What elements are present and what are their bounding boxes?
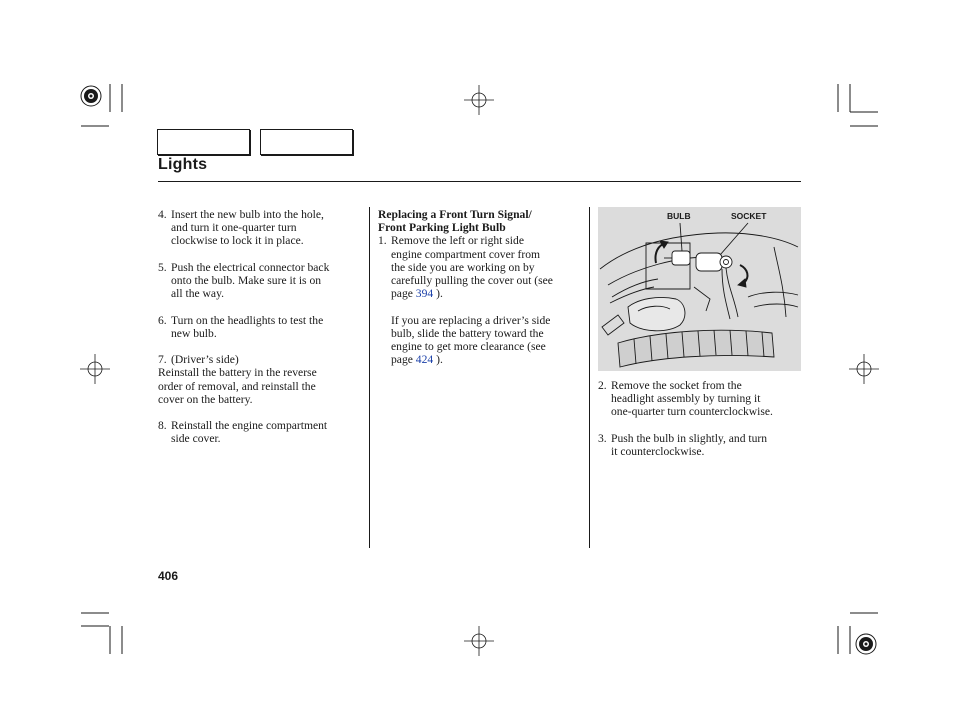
page-ref-suffix: ). xyxy=(433,287,443,301)
step-1 xyxy=(378,234,583,300)
text-line: Remove the left or right side xyxy=(391,234,524,248)
text-line: Turn on the headlights to test the xyxy=(171,313,324,327)
text-line: Push the bulb in slightly, and turn xyxy=(611,431,768,445)
step-2 xyxy=(598,379,803,419)
text-line xyxy=(391,287,583,300)
left-column xyxy=(158,208,363,459)
text-line: (Driver’s side) xyxy=(171,353,239,367)
page-ref-suffix: ). xyxy=(433,353,443,367)
figure-label-bulb: BULB xyxy=(667,211,691,221)
header-tab-2[interactable] xyxy=(260,129,353,155)
engine-drawing xyxy=(598,207,801,371)
step-number: 1. xyxy=(378,234,387,248)
column-divider-1 xyxy=(369,207,370,548)
page-link-424[interactable]: 424 xyxy=(415,353,434,367)
text-line: side cover. xyxy=(171,432,221,446)
text-line: one-quarter turn counterclockwise. xyxy=(611,405,773,419)
page-number: 406 xyxy=(158,569,179,583)
text-line: Remove the socket from the xyxy=(611,379,742,392)
step-number: 6. xyxy=(158,313,167,327)
header-rule xyxy=(158,181,801,182)
page-ref-prefix: page xyxy=(391,353,416,367)
step-3 xyxy=(598,432,803,458)
battery-note xyxy=(378,314,583,367)
text-line: headlight assembly by turning it xyxy=(611,392,761,406)
page-link-394[interactable]: 394 xyxy=(415,287,434,301)
step-6 xyxy=(158,314,363,340)
text-line: all the way. xyxy=(171,287,225,301)
step-number: 5. xyxy=(158,260,167,274)
middle-column xyxy=(378,208,583,380)
text-line: Reinstall the engine compartment xyxy=(171,419,328,433)
text-line: Insert the new bulb into the hole, xyxy=(171,208,324,221)
text-line xyxy=(391,353,583,366)
step-4 xyxy=(158,208,363,248)
step-8 xyxy=(158,419,363,445)
text-line: and turn it one-quarter turn xyxy=(171,221,297,235)
step-number: 2. xyxy=(598,379,607,392)
column-divider-2 xyxy=(589,207,590,548)
text-line: Reinstall the battery in the reverse xyxy=(158,366,317,380)
text-line: carefully pulling the cover out (see xyxy=(391,274,553,288)
step-7 xyxy=(158,353,363,366)
text-line: engine compartment cover from xyxy=(391,247,541,261)
registration-target-bottom-right xyxy=(856,634,876,654)
header-tab-1[interactable] xyxy=(157,129,250,155)
registration-target-top-left xyxy=(81,86,101,106)
step-number: 3. xyxy=(598,431,607,445)
subsection-heading: Replacing a Front Turn Signal/ xyxy=(378,208,532,221)
page-ref-prefix: page xyxy=(391,287,416,301)
step-number: 4. xyxy=(158,208,167,221)
text-line: cover on the battery. xyxy=(158,392,253,406)
step-number: 8. xyxy=(158,419,167,433)
figure-label-socket: SOCKET xyxy=(731,211,767,221)
step-7-body xyxy=(158,366,363,406)
section-title: Lights xyxy=(158,156,208,173)
headlight-socket-illustration xyxy=(598,207,801,371)
text-line: new bulb. xyxy=(171,326,217,340)
text-line: engine to get more clearance (see xyxy=(391,340,546,354)
text-line: order of removal, and reinstall the xyxy=(158,379,316,393)
text-line: Push the electrical connector back xyxy=(171,260,330,274)
text-line: If you are replacing a driver’s side xyxy=(391,313,551,327)
step-number: 7. xyxy=(158,353,167,367)
subsection-heading: Front Parking Light Bulb xyxy=(378,221,506,235)
step-5 xyxy=(158,261,363,301)
text-line: clockwise to lock it in place. xyxy=(171,234,304,248)
text-line: the side you are working on by xyxy=(391,260,535,274)
text-line: onto the bulb. Make sure it is on xyxy=(171,274,322,287)
text-line: it counterclockwise. xyxy=(611,445,705,458)
text-line: bulb, slide the battery toward the xyxy=(391,326,544,340)
right-column xyxy=(598,379,803,471)
